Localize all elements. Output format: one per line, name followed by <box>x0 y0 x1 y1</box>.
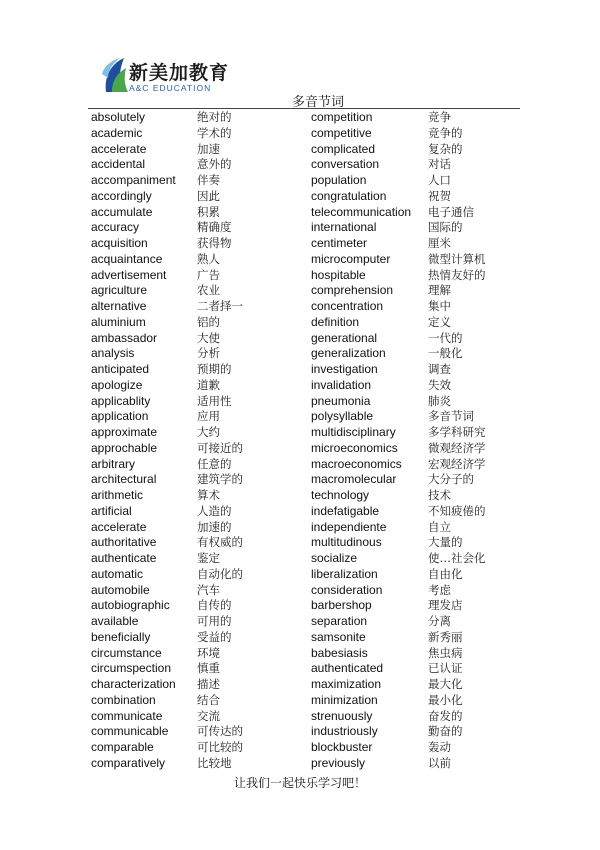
english-word: generalization <box>311 346 386 361</box>
vocab-row <box>0 535 600 551</box>
english-word: hospitable <box>311 267 366 282</box>
english-word: macroeconomics <box>311 456 402 471</box>
chinese-meaning: 轰动 <box>428 740 451 754</box>
english-word: ambassador <box>91 330 158 345</box>
vocab-row <box>0 268 600 284</box>
chinese-meaning: 应用 <box>197 409 220 424</box>
vocab-row <box>0 283 600 299</box>
english-word: separation <box>311 614 368 628</box>
english-word: accuracy <box>91 220 140 235</box>
english-word: applicablity <box>91 393 151 408</box>
english-word: acquaintance <box>91 251 163 266</box>
chinese-meaning: 农业 <box>197 283 220 298</box>
vocab-row <box>0 693 600 709</box>
chinese-meaning: 人造的 <box>197 503 232 518</box>
chinese-meaning: 分析 <box>197 346 220 361</box>
chinese-meaning: 有权威的 <box>197 535 243 550</box>
english-word: babesiasis <box>311 645 368 660</box>
english-word: combination <box>91 692 156 707</box>
english-word: complicated <box>311 141 376 156</box>
vocab-row <box>0 583 600 599</box>
english-word: strenuously <box>311 708 373 723</box>
english-word: maximization <box>311 677 382 691</box>
chinese-meaning: 算术 <box>197 488 220 502</box>
vocabulary-list <box>0 110 600 772</box>
english-word: concentration <box>311 299 384 313</box>
english-word: application <box>91 409 149 424</box>
chinese-meaning: 加速 <box>197 141 220 156</box>
vocab-row <box>0 126 600 142</box>
english-word: arithmetic <box>91 488 144 502</box>
chinese-meaning: 使…社会化 <box>428 551 486 565</box>
chinese-meaning: 鉴定 <box>197 551 220 565</box>
english-word: advertisement <box>91 267 167 282</box>
chinese-meaning: 熟人 <box>197 251 220 266</box>
chinese-meaning: 可传达的 <box>197 724 243 739</box>
english-word: accompaniment <box>91 173 176 187</box>
english-word: consideration <box>311 582 383 597</box>
chinese-meaning: 大约 <box>197 425 220 439</box>
chinese-meaning: 自由化 <box>428 566 463 581</box>
vocab-row <box>0 661 600 677</box>
english-word: minimization <box>311 692 378 707</box>
english-word: accelerate <box>91 519 147 534</box>
chinese-meaning: 伴奏 <box>197 173 220 187</box>
english-word: centimeter <box>311 236 368 250</box>
chinese-meaning: 建筑学的 <box>197 472 243 487</box>
chinese-meaning: 积累 <box>197 204 220 219</box>
chinese-meaning: 定义 <box>428 314 451 329</box>
chinese-meaning: 热情友好的 <box>428 267 486 282</box>
english-word: analysis <box>91 346 135 361</box>
chinese-meaning: 理发店 <box>428 598 463 613</box>
chinese-meaning: 技术 <box>428 488 451 502</box>
chinese-meaning: 多学科研究 <box>428 425 486 439</box>
vocab-row <box>0 441 600 457</box>
english-word: definition <box>311 314 360 329</box>
vocab-row <box>0 378 600 394</box>
english-word: automatic <box>91 566 144 581</box>
english-word: architectural <box>91 472 157 487</box>
chinese-meaning: 任意的 <box>197 456 232 471</box>
english-word: accidental <box>91 157 146 172</box>
chinese-meaning: 意外的 <box>197 157 232 172</box>
vocab-row <box>0 724 600 740</box>
english-word: circumspection <box>91 661 172 676</box>
english-word: competition <box>311 110 373 124</box>
vocab-row <box>0 457 600 473</box>
english-word: authenticated <box>311 661 384 676</box>
english-word: accordingly <box>91 188 152 203</box>
chinese-meaning: 精确度 <box>197 220 232 235</box>
english-word: available <box>91 614 139 628</box>
vocab-row <box>0 331 600 347</box>
english-word: industriously <box>311 724 378 739</box>
english-word: socialize <box>311 551 358 565</box>
vocab-row <box>0 205 600 221</box>
english-word: samsonite <box>311 629 366 644</box>
english-word: conversation <box>311 157 380 172</box>
chinese-meaning: 考虑 <box>428 582 451 597</box>
vocab-row <box>0 614 600 630</box>
chinese-meaning: 不知疲倦的 <box>428 503 486 518</box>
chinese-meaning: 一般化 <box>428 346 463 361</box>
english-word: microeconomics <box>311 440 398 455</box>
chinese-meaning: 集中 <box>428 299 451 313</box>
chinese-meaning: 竞争 <box>428 110 451 124</box>
english-word: authenticate <box>91 551 157 565</box>
english-word: blockbuster <box>311 740 373 754</box>
chinese-meaning: 自动化的 <box>197 566 243 581</box>
english-word: communicable <box>91 724 169 739</box>
chinese-meaning: 大分子的 <box>428 472 474 487</box>
chinese-meaning: 铝的 <box>197 314 220 329</box>
chinese-meaning: 新秀丽 <box>428 629 463 644</box>
english-word: automobile <box>91 582 150 597</box>
chinese-meaning: 最小化 <box>428 692 463 707</box>
chinese-meaning: 人口 <box>428 173 451 187</box>
english-word: absolutely <box>91 110 146 124</box>
chinese-meaning: 宏观经济学 <box>428 456 486 471</box>
chinese-meaning: 适用性 <box>197 393 232 408</box>
vocab-row <box>0 504 600 520</box>
chinese-meaning: 最大化 <box>428 677 463 691</box>
english-word: microcomputer <box>311 251 391 266</box>
chinese-meaning: 慎重 <box>197 661 220 676</box>
chinese-meaning: 对话 <box>428 157 451 172</box>
chinese-meaning: 勤奋的 <box>428 724 463 739</box>
vocab-row <box>0 598 600 614</box>
page-title: 多音节词 <box>292 95 345 110</box>
chinese-meaning: 加速的 <box>197 519 232 534</box>
vocab-row <box>0 472 600 488</box>
english-word: multitudinous <box>311 535 382 550</box>
english-word: congratulation <box>311 188 387 203</box>
english-word: approchable <box>91 440 158 455</box>
chinese-meaning: 结合 <box>197 692 220 707</box>
english-word: acquisition <box>91 236 148 250</box>
english-word: apologize <box>91 377 143 392</box>
chinese-meaning: 竞争的 <box>428 125 463 140</box>
chinese-meaning: 分离 <box>428 614 451 628</box>
chinese-meaning: 广告 <box>197 267 220 282</box>
footer-slogan: 让我们一起快乐学习吧！ <box>233 776 366 790</box>
chinese-meaning: 受益的 <box>197 629 232 644</box>
vocab-row <box>0 630 600 646</box>
english-word: accelerate <box>91 141 147 156</box>
vocab-row <box>0 488 600 504</box>
english-word: arbitrary <box>91 456 136 471</box>
vocab-row <box>0 646 600 662</box>
chinese-meaning: 比较地 <box>197 755 232 770</box>
chinese-meaning: 肺炎 <box>428 393 451 408</box>
english-word: agriculture <box>91 283 148 298</box>
chinese-meaning: 环境 <box>197 645 220 660</box>
english-word: polysyllable <box>311 409 374 424</box>
chinese-meaning: 可比较的 <box>197 740 243 754</box>
chinese-meaning: 电子通信 <box>428 204 474 219</box>
vocab-row <box>0 142 600 158</box>
english-word: technology <box>311 488 370 502</box>
chinese-meaning: 二者择一 <box>197 299 243 313</box>
english-word: accumulate <box>91 204 153 219</box>
english-word: academic <box>91 125 143 140</box>
vocab-row <box>0 756 600 772</box>
english-word: comprehension <box>311 283 394 298</box>
vocab-row <box>0 252 600 268</box>
chinese-meaning: 可接近的 <box>197 440 243 455</box>
vocab-row <box>0 346 600 362</box>
english-word: liberalization <box>311 566 378 581</box>
chinese-meaning: 自立 <box>428 519 451 534</box>
chinese-meaning: 已认证 <box>428 661 463 676</box>
english-word: authoritative <box>91 535 157 550</box>
vocab-row <box>0 409 600 425</box>
english-word: population <box>311 173 367 187</box>
english-word: circumstance <box>91 645 162 660</box>
english-word: previously <box>311 755 366 770</box>
english-word: communicate <box>91 708 163 723</box>
vocab-row <box>0 220 600 236</box>
vocab-row <box>0 173 600 189</box>
english-word: invalidation <box>311 377 372 392</box>
vocab-row <box>0 740 600 756</box>
vocab-row <box>0 189 600 205</box>
vocab-row <box>0 362 600 378</box>
english-word: independiente <box>311 519 387 534</box>
english-word: barbershop <box>311 598 372 613</box>
chinese-meaning: 以前 <box>428 755 451 770</box>
english-word: generational <box>311 330 378 345</box>
vocab-row <box>0 520 600 536</box>
english-word: investigation <box>311 362 378 376</box>
chinese-meaning: 调查 <box>428 362 451 376</box>
chinese-meaning: 微观经济学 <box>428 440 486 455</box>
chinese-meaning: 祝贺 <box>428 188 451 203</box>
chinese-meaning: 微型计算机 <box>428 251 486 266</box>
chinese-meaning: 学术的 <box>197 125 232 140</box>
vocab-row <box>0 157 600 173</box>
chinese-meaning: 绝对的 <box>197 110 232 124</box>
english-word: characterization <box>91 677 176 691</box>
vocab-row <box>0 677 600 693</box>
header-divider <box>88 108 520 109</box>
english-word: aluminium <box>91 314 146 329</box>
chinese-meaning: 交流 <box>197 708 220 723</box>
chinese-meaning: 获得物 <box>197 236 232 250</box>
english-word: competitive <box>311 125 372 140</box>
chinese-meaning: 因此 <box>197 188 220 203</box>
chinese-meaning: 大量的 <box>428 535 463 550</box>
chinese-meaning: 道歉 <box>197 377 220 392</box>
english-word: comparatively <box>91 755 166 770</box>
english-word: indefatigable <box>311 503 380 518</box>
chinese-meaning: 多音节词 <box>428 409 474 424</box>
vocab-row <box>0 551 600 567</box>
vocab-row <box>0 110 600 126</box>
english-word: artificial <box>91 503 132 518</box>
chinese-meaning: 大使 <box>197 330 220 345</box>
chinese-meaning: 汽车 <box>197 582 220 597</box>
english-word: telecommunication <box>311 204 412 219</box>
chinese-meaning: 焦虫病 <box>428 645 463 660</box>
vocab-row <box>0 315 600 331</box>
vocab-row <box>0 236 600 252</box>
chinese-meaning: 复杂的 <box>428 141 463 156</box>
english-word: autobiographic <box>91 598 170 613</box>
chinese-meaning: 预期的 <box>197 362 232 376</box>
chinese-meaning: 可用的 <box>197 614 232 628</box>
english-word: beneficially <box>91 629 151 644</box>
vocab-row <box>0 567 600 583</box>
english-word: multidisciplinary <box>311 425 396 439</box>
vocab-row <box>0 299 600 315</box>
vocab-row <box>0 394 600 410</box>
chinese-meaning: 失效 <box>428 377 451 392</box>
english-word: anticipated <box>91 362 150 376</box>
chinese-meaning: 描述 <box>197 677 220 691</box>
logo-english-name: A&C EDUCATION <box>129 83 212 93</box>
chinese-meaning: 国际的 <box>428 220 463 235</box>
english-word: comparable <box>91 740 154 754</box>
chinese-meaning: 奋发的 <box>428 708 463 723</box>
english-word: pneumonia <box>311 393 371 408</box>
english-word: macromolecular <box>311 472 397 487</box>
english-word: approximate <box>91 425 158 439</box>
english-word: international <box>311 220 377 235</box>
logo-chinese-name: 新美加教育 <box>129 62 230 84</box>
vocab-row <box>0 709 600 725</box>
chinese-meaning: 厘米 <box>428 236 451 250</box>
vocab-row <box>0 425 600 441</box>
chinese-meaning: 自传的 <box>197 598 232 613</box>
chinese-meaning: 理解 <box>428 283 451 298</box>
english-word: alternative <box>91 299 147 313</box>
chinese-meaning: 一代的 <box>428 330 463 345</box>
